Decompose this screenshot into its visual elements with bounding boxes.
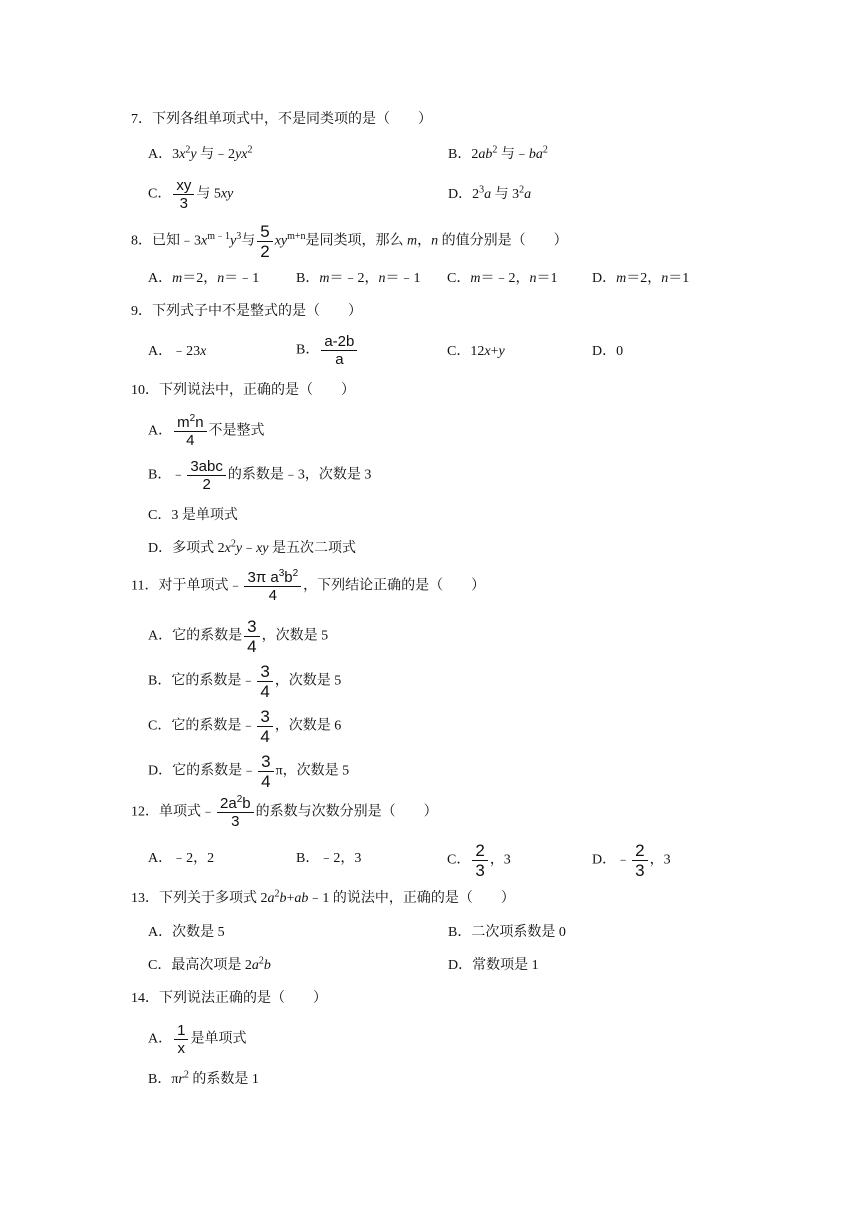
- q12-option-d: D．﹣ $\frac{2}{3}$ ，3: [592, 841, 671, 880]
- q13-option-b: B．二次项系数是 0: [448, 925, 566, 940]
- fraction: $\frac{3\pi a^3b^2}{4}$: [244, 570, 301, 603]
- q13-option-d: D．常数项是 1: [448, 958, 539, 973]
- fraction: $\frac{2}{3}$: [632, 842, 647, 879]
- q11-option-d: D．它的系数是﹣ $\frac{3}{4}$ π，次数是 5: [148, 752, 350, 791]
- q11-option-a: A．它的系数是 $\frac{3}{4}$ ，次数是 5: [148, 617, 329, 656]
- q12-option-a: A．﹣2，2: [148, 851, 215, 866]
- q13-stem: 13．下列关于多项式 $2a^2b+ab﹣1$ 的说法中，正确的是（ ）: [131, 888, 515, 906]
- q7-option-d: D．$2^3a$ 与 $3^2a$: [448, 184, 532, 202]
- q9-option-a: A．﹣23x: [148, 344, 207, 359]
- fraction: $\frac{a-2b}{a}$: [321, 334, 357, 367]
- fraction: $\frac{3}{4}$: [257, 663, 272, 700]
- q10-option-b: B．﹣ $\frac{\text{3abc}}{2}$ 的系数是﹣3，次数是 3: [148, 458, 372, 493]
- fraction: $\frac{\text{3abc}}{2}$: [187, 459, 226, 492]
- fraction: $\frac{3}{4}$: [258, 753, 273, 790]
- fraction: $\frac{3}{4}$: [244, 618, 259, 655]
- q9-option-c: C．12x+y: [447, 344, 505, 359]
- q13-option-c: C．最高次项是 $2a^2b$: [148, 955, 271, 973]
- q14-option-a: A． $\frac{1}{x}$ 是单项式: [148, 1022, 247, 1057]
- q7-option-a: A．$3x^2y$ 与$﹣2yx^2$: [148, 144, 253, 162]
- q11-option-c: C．它的系数是﹣ $\frac{3}{4}$ ，次数是 6: [148, 707, 342, 746]
- q14-option-b: B．$\pi r^2$ 的系数是 1: [148, 1069, 259, 1087]
- fraction: $\frac{5}{2}$: [257, 223, 272, 260]
- q8-option-d: D．m＝2，n＝1: [592, 271, 690, 286]
- fraction: $\frac{1}{x}$: [174, 1023, 188, 1056]
- q11-stem: 11．对于单项式﹣ $\frac{3\pi a^3b^2}{4}$ ，下列结论正确的是（ ）: [131, 568, 486, 604]
- q10-stem: 10．下列说法中，正确的是（ ）: [131, 383, 355, 398]
- q9-option-b: B． $\frac{a-2b}{a}$: [296, 334, 359, 367]
- q8-option-b: B．m＝﹣2，n＝﹣1: [296, 271, 421, 286]
- q7-option-c: C． $\frac{xy}{3}$ 与 5xy: [148, 177, 234, 212]
- q10-option-d: D．多项式 $2x^2y﹣xy$ 是五次二项式: [148, 538, 356, 556]
- q8-option-a: A．m＝2，n＝﹣1: [148, 271, 260, 286]
- fraction: $\frac{xy}{3}$: [173, 178, 194, 211]
- q9-option-d: D．0: [592, 344, 624, 359]
- q12-option-b: B．﹣2，3: [296, 851, 362, 866]
- q14-stem: 14．下列说法正确的是（ ）: [131, 991, 327, 1006]
- fraction: $\frac{2}{3}$: [472, 842, 487, 879]
- fraction: $\frac{3}{4}$: [257, 708, 272, 745]
- fraction: $\frac{m^2n}{4}$: [174, 415, 206, 448]
- q13-option-a: A．次数是 5: [148, 925, 225, 940]
- q12-option-c: C． $\frac{2}{3}$ ，3: [447, 841, 511, 880]
- q12-stem: 12．单项式﹣ $\frac{2a^2b}{3}$ 的系数与次数分别是（ ）: [131, 794, 438, 830]
- q8-stem: 8．已知$﹣3x^{m﹣1}y^3$与 $\frac{5}{2}$ $xy^{m+n}$是同类项，那么 m，n 的值分别是（ ）: [131, 222, 568, 261]
- q11-option-b: B．它的系数是﹣ $\frac{3}{4}$ ，次数是 5: [148, 662, 342, 701]
- fraction: $\frac{2a^2b}{3}$: [217, 796, 254, 829]
- q8-option-c: C．m＝﹣2，n＝1: [447, 271, 558, 286]
- q7-option-b: B．$2ab^2$ 与$﹣ba^2$: [448, 144, 548, 162]
- q10-option-a: A． $\frac{m^2n}{4}$ 不是整式: [148, 413, 265, 449]
- q10-option-c: C．3 是单项式: [148, 508, 238, 523]
- q9-stem: 9．下列式子中不是整式的是（ ）: [131, 304, 362, 319]
- q7-stem: 7．下列各组单项式中，不是同类项的是（ ）: [131, 112, 432, 127]
